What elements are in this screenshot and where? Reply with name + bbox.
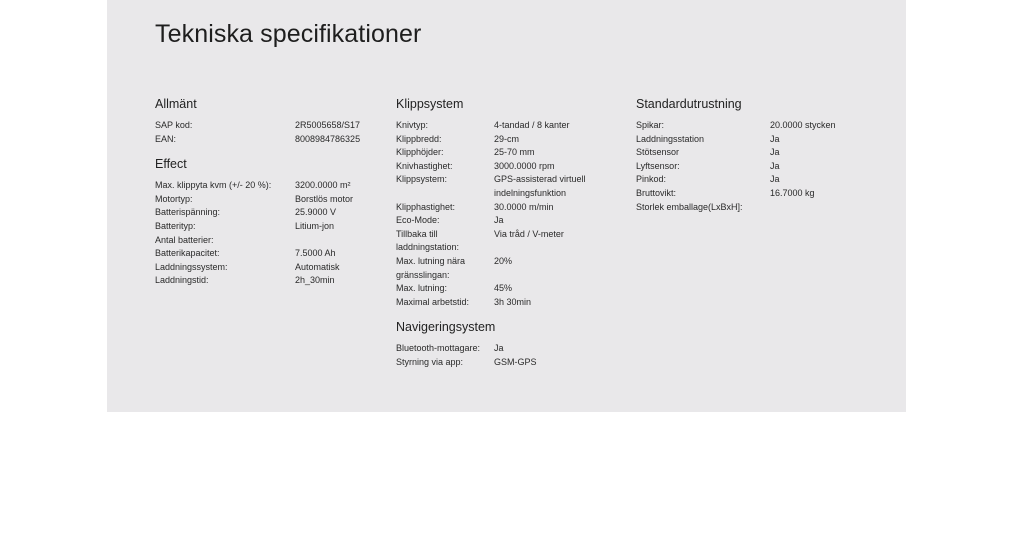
spec-label: Bruttovikt: <box>636 187 677 198</box>
spec-value: 25-70 mm <box>494 147 535 158</box>
spec-row <box>155 179 375 193</box>
spec-label: Laddningsstation <box>636 133 705 144</box>
spec-value: 3000.0000 rpm <box>494 160 555 171</box>
spec-row <box>155 220 375 234</box>
spec-row <box>155 247 375 261</box>
spec-column-1 <box>155 96 375 296</box>
spec-label: Klippbredd: <box>396 133 442 144</box>
spec-label: Lyftsensor: <box>636 160 680 171</box>
spec-value: 20% <box>494 255 513 266</box>
spec-label: Laddningstid: <box>155 275 209 286</box>
page-title: Tekniska specifikationer <box>155 20 422 48</box>
specifications-panel <box>107 0 906 412</box>
spec-value: 2R5005658/S17 <box>295 120 361 130</box>
spec-section <box>396 96 616 309</box>
spec-row <box>636 201 876 215</box>
spec-label: Eco-Mode: <box>396 215 440 226</box>
spec-value: Ja <box>494 215 504 226</box>
spec-row <box>636 173 876 187</box>
section-title: Navigeringsystem <box>396 320 496 335</box>
spec-value <box>295 234 375 248</box>
spec-label: Pinkod: <box>636 174 667 185</box>
spec-label: Klipphastighet: <box>396 201 456 212</box>
spec-value: Ja <box>770 160 780 171</box>
spec-row <box>396 119 616 133</box>
spec-value: 16.7000 kg <box>770 187 815 198</box>
spec-value: 45% <box>494 283 513 294</box>
spec-row <box>155 193 375 207</box>
spec-label: Batterispänning: <box>155 207 221 218</box>
spec-label: Klippsystem: <box>396 174 448 185</box>
spec-value: GSM-GPS <box>494 356 537 367</box>
spec-row <box>396 214 616 228</box>
spec-label: Max. lutning: <box>396 283 448 294</box>
spec-label: Klipphöjder: <box>396 147 444 158</box>
spec-label: EAN: <box>155 133 177 144</box>
spec-label: Stötsensor <box>636 147 680 158</box>
spec-row <box>396 356 616 370</box>
spec-row <box>396 282 616 296</box>
section-title: Effect <box>155 157 187 172</box>
section-title: Klippsystem <box>396 97 464 111</box>
spec-value: 20.0000 stycken <box>770 120 836 130</box>
spec-label: Max. lutning nära gränsslingan: <box>396 255 466 280</box>
spec-row <box>396 133 616 147</box>
spec-label: Max. klippyta kvm (+/- 20 %): <box>155 180 272 191</box>
spec-label: Bluetooth-mottagare: <box>396 343 481 354</box>
spec-row <box>636 160 876 174</box>
spec-label: Tillbaka till laddningstation: <box>396 228 460 253</box>
spec-row <box>636 146 876 160</box>
spec-value: 8008984786325 <box>295 133 361 144</box>
spec-value: 29-cm <box>494 133 520 144</box>
spec-section <box>636 96 876 214</box>
spec-value: 3200.0000 m² <box>295 180 351 191</box>
spec-label: Styrning via app: <box>396 356 464 367</box>
spec-label: Knivhastighet: <box>396 160 453 171</box>
spec-row <box>396 228 616 255</box>
spec-value <box>770 201 870 215</box>
spec-label: Antal batterier: <box>155 234 214 245</box>
spec-value: Ja <box>770 174 780 185</box>
spec-value: 3h 30min <box>494 296 532 307</box>
section-title: Allmänt <box>155 97 197 111</box>
spec-label: Knivtyp: <box>396 120 429 130</box>
spec-section <box>396 319 616 369</box>
spec-row <box>396 160 616 174</box>
spec-value: GPS-assisterad virtuell indelningsfunktion <box>494 174 586 198</box>
spec-row <box>396 255 616 282</box>
spec-row <box>396 296 616 310</box>
spec-row <box>155 234 375 248</box>
spec-row <box>636 133 876 147</box>
spec-value: 7.5000 Ah <box>295 248 336 259</box>
spec-value: Automatisk <box>295 261 340 272</box>
spec-label: Batterityp: <box>155 220 196 231</box>
spec-row <box>636 119 876 133</box>
spec-value: Litium-jon <box>295 220 335 231</box>
spec-label: Spikar: <box>636 120 665 130</box>
spec-row <box>396 342 616 356</box>
spec-row <box>155 133 375 147</box>
spec-row <box>396 173 616 200</box>
spec-value: Ja <box>494 343 504 354</box>
spec-value: Ja <box>770 133 780 144</box>
spec-label: Batterikapacitet: <box>155 248 220 259</box>
spec-row <box>155 261 375 275</box>
spec-value: 30.0000 m/min <box>494 201 554 212</box>
spec-row <box>636 187 876 201</box>
spec-column-2 <box>396 96 616 378</box>
spec-value: 4-tandad / 8 kanter <box>494 120 570 130</box>
spec-column-3 <box>636 96 876 222</box>
spec-value: Ja <box>770 147 780 158</box>
spec-value: 2h_30min <box>295 275 335 286</box>
spec-row <box>396 146 616 160</box>
spec-label: SAP kod: <box>155 120 193 130</box>
spec-row <box>396 201 616 215</box>
spec-row <box>155 119 375 133</box>
spec-value: Via tråd / V-meter <box>494 228 564 239</box>
spec-label: Laddningssystem: <box>155 261 228 272</box>
section-title: Standardutrustning <box>636 97 742 111</box>
spec-row <box>155 274 375 288</box>
spec-label: Storlek emballage(LxBxH]: <box>636 201 743 212</box>
spec-row <box>155 206 375 220</box>
spec-section <box>155 96 375 146</box>
spec-label: Motortyp: <box>155 193 193 204</box>
spec-value: Borstlös motor <box>295 193 354 204</box>
spec-section <box>155 156 375 288</box>
spec-label: Maximal arbetstid: <box>396 296 470 307</box>
spec-value: 25.9000 V <box>295 207 337 218</box>
